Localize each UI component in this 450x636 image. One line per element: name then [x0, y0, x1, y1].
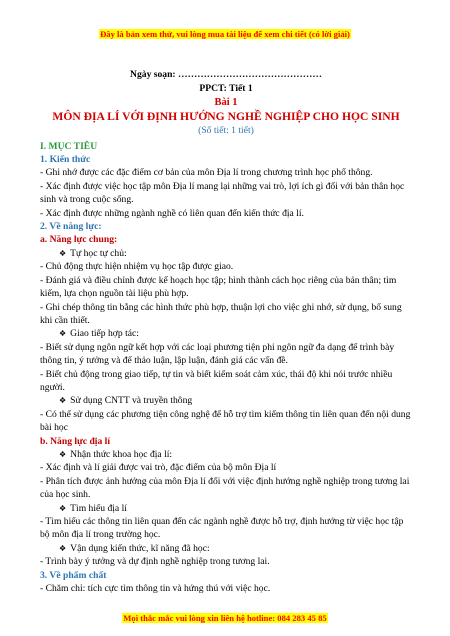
paragraph: - Xác định được những ngành nghề có liên quan đến kiến thức địa lí.: [40, 207, 304, 219]
diamond-bullet-icon: ❖: [59, 503, 67, 513]
paragraph: - Chủ động thực hiện nhiệm vụ học tập được giao.: [40, 261, 234, 273]
diamond-bullet-icon: ❖: [59, 543, 67, 553]
bullet-text: Vận dụng kiến thức, kĩ năng đã học:: [70, 542, 210, 554]
paragraph: - Xác định được việc học tập môn Địa lí mang lại những vai trò, lợi ích gì đối với bản thân học sinh và trong cuộc sống.: [40, 180, 405, 206]
paragraph: - Biết sử dụng ngôn ngữ kết hợp với các loại phương tiện phi ngôn ngữ đa dạng để trình bày thông tin, ý tưởng và để thảo luận, lập luận, đánh giá các vấn đề.: [40, 341, 395, 367]
bullet-text: Sử dụng CNTT và truyền thông: [70, 395, 193, 407]
subsection-heading: 3. Về phẩm chất: [40, 569, 107, 581]
lesson-title: MÔN ĐỊA LÍ VỚI ĐỊNH HƯỚNG NGHỀ NGHIỆP CHO HỌC SINH: [52, 110, 400, 124]
paragraph: - Phân tích được ảnh hưởng của môn Địa lí đối với việc định hướng nghề nghiệp trong tương lai của học sinh.: [40, 475, 410, 501]
lesson-subtitle: (Số tiết: 1 tiết): [198, 125, 254, 137]
diamond-bullet-icon: ❖: [59, 329, 67, 339]
bullet-text: Tự học tự chủ:: [70, 247, 127, 259]
diamond-bullet-icon: ❖: [59, 396, 67, 406]
subsection-heading: 2. Về năng lực:: [40, 221, 102, 233]
bullet-text: Giao tiếp hợp tác:: [70, 328, 139, 340]
document-page: [40, 68, 412, 595]
date-line: Ngày soạn: ………………………………………: [130, 69, 322, 80]
footer-banner: [0, 608, 450, 626]
paragraph: - Có thể sử dụng các phương tiện công nghệ để hỗ trợ tìm kiếm thông tin liên quan đến nội dung bài học: [40, 408, 411, 434]
diamond-bullet-icon: ❖: [59, 248, 67, 258]
header-banner-text: Đây là bản xem thử, vui lòng mua tài liệu để xem chi tiết (có lời giải): [100, 29, 350, 39]
subsection-heading: b. Năng lực địa lí: [40, 435, 110, 447]
subsection-heading: 1. Kiến thức: [40, 154, 91, 166]
bullet-item: [40, 394, 412, 407]
footer-banner-text: Mọi thắc mắc vui lòng xin liên hệ hotline: 084 283 45 85: [123, 613, 327, 623]
header-banner: [0, 24, 450, 42]
paragraph: - Ghi chép thông tin bằng các hình thức phù hợp, thuận lợi cho việc ghi nhớ, sử dụng, bổ sung khi cần thiết.: [40, 301, 402, 326]
paragraph: - Biết chủ động trong giao tiếp, tự tin và biết kiểm soát cảm xúc, thái độ khi nói trước nhiều người.: [40, 368, 393, 393]
paragraph: - Ghi nhớ được các đặc điểm cơ bản của môn Địa lí trong chương trình học phổ thông.: [40, 167, 373, 179]
paragraph: - Chăm chỉ: tích cực tìm thông tin và hứng thú với việc học.: [40, 583, 271, 595]
lesson-number: Bài 1: [214, 96, 238, 108]
diamond-bullet-icon: ❖: [59, 449, 67, 459]
paragraph: - Trình bày ý tưởng và dự định nghề nghiệp trong tương lai.: [40, 556, 270, 568]
subsection-heading: a. Năng lực chung:: [40, 234, 118, 246]
document-body: [40, 140, 412, 596]
bullet-item: [40, 247, 412, 260]
bullet-text: Nhận thức khoa học địa lí:: [70, 448, 173, 460]
section-heading: I. MỤC TIÊU: [40, 140, 98, 152]
bullet-item: [40, 448, 412, 461]
ppct-line: PPCT: Tiết 1: [199, 83, 253, 95]
paragraph: - Đánh giá và điều chỉnh được kế hoạch học tập; hình thành cách học riêng của bản thân; tìm kiếm, lựa chọn nguồn tài liệu phù hợp.: [40, 274, 397, 300]
paragraph: - Xác định và lí giải được vai trò, đặc điểm của bộ môn Địa lí: [40, 462, 277, 474]
paragraph: - Tìm hiểu các thông tin liên quan đến các ngành nghề được hỗ trợ, định hướng từ việc học tập bộ môn địa lí trong trường học.: [40, 516, 404, 541]
bullet-item: [40, 327, 412, 340]
bullet-item: [40, 502, 412, 515]
bullet-text: Tìm hiểu địa lí: [70, 502, 127, 514]
bullet-item: [40, 542, 412, 555]
